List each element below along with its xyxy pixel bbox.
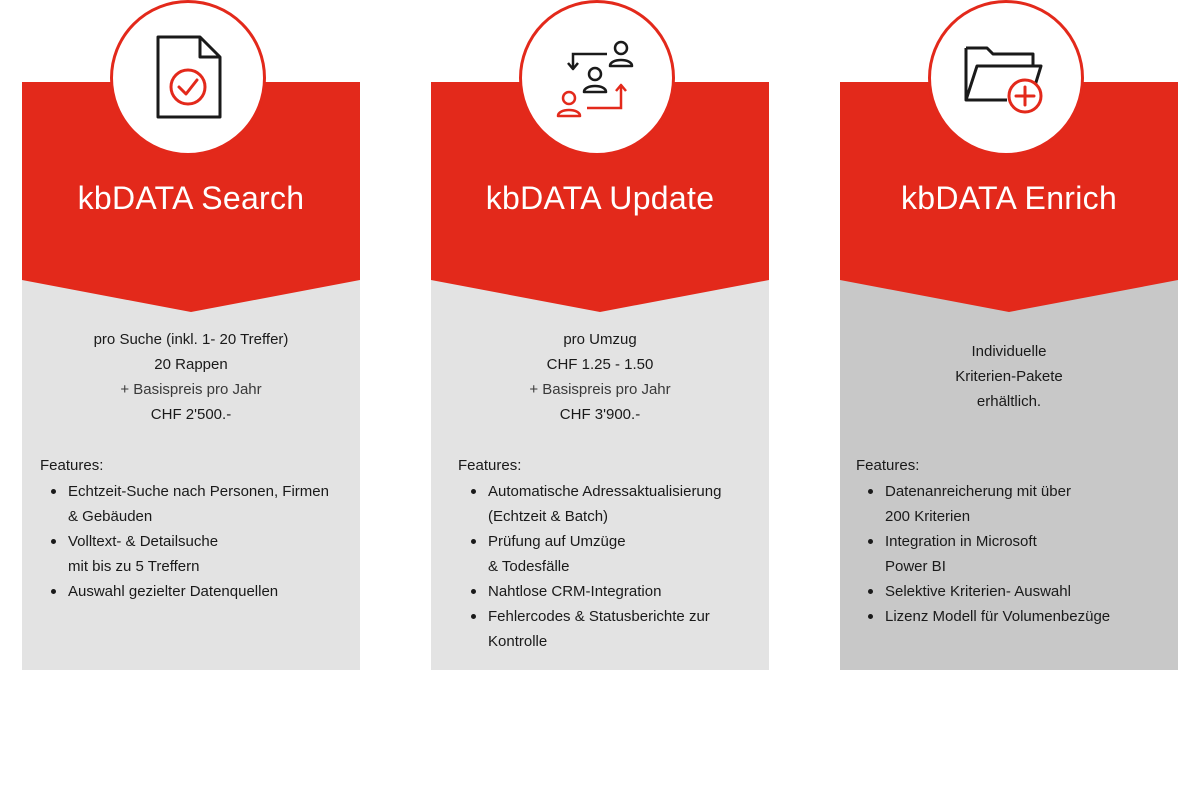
folder-add-icon <box>963 40 1049 116</box>
document-check-icon <box>150 35 226 121</box>
feature-text: Volltext- & Detailsuche <box>68 533 219 550</box>
icon-badge <box>110 0 266 156</box>
feature-item <box>48 529 348 579</box>
pricing-line: + Basispreis pro Jahr <box>529 381 671 398</box>
pricing-line: pro Suche (inkl. 1- 20 Treffer) <box>93 331 289 348</box>
feature-text: Datenanreicherung mit über <box>885 483 1071 500</box>
feature-text: mit bis zu 5 Treffern <box>68 558 200 575</box>
icon-badge <box>928 0 1084 156</box>
features-list <box>48 479 348 604</box>
pricing-block <box>840 339 1178 414</box>
feature-text: Prüfung auf Umzüge <box>488 533 626 550</box>
pricing-block <box>431 327 769 427</box>
features-list <box>865 479 1165 629</box>
feature-item <box>865 604 1165 629</box>
pricing-line: Individuelle <box>971 343 1047 360</box>
feature-item <box>865 479 1165 529</box>
feature-item <box>48 579 348 604</box>
pricing-block <box>22 327 360 427</box>
feature-text: Integration in Microsoft <box>885 533 1037 550</box>
features-label: Features: <box>458 457 522 474</box>
feature-item <box>468 529 758 579</box>
feature-text: & Gebäuden <box>68 508 153 525</box>
pricing-line: CHF 1.25 - 1.50 <box>546 356 654 373</box>
feature-item <box>48 479 348 529</box>
product-card-update <box>431 0 769 672</box>
feature-text: Lizenz Modell für Volumenbezüge <box>885 608 1111 625</box>
feature-text: Nahtlose CRM-Integration <box>488 583 662 600</box>
features-label: Features: <box>40 457 104 474</box>
pricing-line: + Basispreis pro Jahr <box>120 381 262 398</box>
feature-text: 200 Kriterien <box>885 508 971 525</box>
pricing-line: CHF 3'900.- <box>559 406 641 423</box>
people-transfer-icon <box>555 36 639 120</box>
feature-item <box>468 479 758 529</box>
features-list <box>468 479 758 654</box>
feature-text: Automatische Adressaktualisierung <box>488 483 722 500</box>
features-label: Features: <box>856 457 920 474</box>
feature-text: (Echtzeit & Batch) <box>488 508 609 525</box>
feature-item <box>865 579 1165 604</box>
card-title: kbDATA Search <box>77 180 305 216</box>
feature-text: Selektive Kriterien- Auswahl <box>885 583 1071 600</box>
pricing-line: pro Umzug <box>563 331 637 348</box>
pricing-line: erhältlich. <box>976 393 1042 410</box>
pricing-line: Kriterien-Pakete <box>955 368 1063 385</box>
feature-item <box>468 604 758 654</box>
feature-item <box>468 579 758 604</box>
feature-text: Kontrolle <box>488 633 548 650</box>
feature-text: Auswahl gezielter Datenquellen <box>68 583 279 600</box>
card-title: kbDATA Enrich <box>900 180 1118 216</box>
feature-text: Fehlercodes & Statusberichte zur <box>488 608 710 625</box>
icon-badge <box>519 0 675 156</box>
card-title: kbDATA Update <box>485 180 715 216</box>
feature-text: Power BI <box>885 558 946 575</box>
product-card-search <box>22 0 360 672</box>
feature-text: & Todesfälle <box>488 558 570 575</box>
pricing-line: CHF 2'500.- <box>150 406 232 423</box>
feature-text: Echtzeit-Suche nach Personen, Firmen <box>68 483 329 500</box>
feature-item <box>865 529 1165 579</box>
pricing-line: 20 Rappen <box>154 356 228 373</box>
product-card-enrich <box>840 0 1178 672</box>
